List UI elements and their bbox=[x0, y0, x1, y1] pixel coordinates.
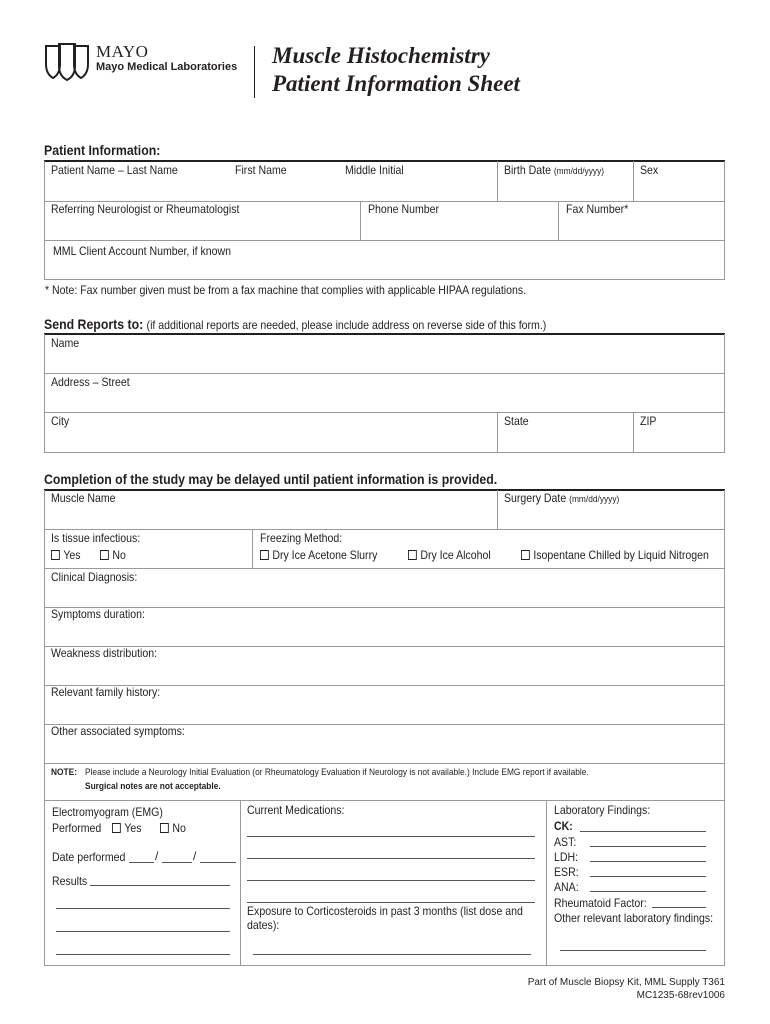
other-symptoms-field[interactable]: Other associated symptoms: bbox=[51, 724, 185, 738]
send-reports-heading: Send Reports to: (if additional reports are needed, please include address on reverse side of this form.) bbox=[44, 316, 547, 332]
patient-info-table bbox=[44, 161, 725, 280]
first-name-field[interactable]: First Name bbox=[235, 163, 287, 177]
referring-physician-field[interactable]: Referring Neurologist or Rheumatologist bbox=[51, 202, 240, 216]
muscle-name-field[interactable]: Muscle Name bbox=[51, 491, 116, 505]
study-heading: Completion of the study may be delayed until patient information is provided. bbox=[44, 471, 498, 487]
emg-results-label: Results bbox=[52, 874, 88, 888]
infectious-label: Is tissue infectious: bbox=[51, 531, 141, 545]
rheumatoid-factor-line[interactable] bbox=[652, 907, 706, 908]
ana-label: ANA: bbox=[554, 880, 579, 894]
esr-line[interactable] bbox=[590, 876, 706, 877]
phone-field[interactable]: Phone Number bbox=[368, 202, 440, 216]
medications-line-3[interactable] bbox=[247, 880, 535, 881]
medications-line-2[interactable] bbox=[247, 858, 535, 859]
report-city-field[interactable]: City bbox=[51, 414, 70, 428]
medications-line-1[interactable] bbox=[247, 836, 535, 837]
lab-findings-title: Laboratory Findings: bbox=[554, 803, 651, 817]
checkbox-icon bbox=[100, 550, 109, 560]
emg-results-line-2[interactable] bbox=[56, 908, 230, 909]
dry-ice-acetone-checkbox[interactable]: Dry Ice Acetone Slurry bbox=[260, 548, 393, 562]
corticosteroid-exposure-label: Exposure to Corticosteroids in past 3 months (list dose and dates): bbox=[247, 904, 523, 932]
send-reports-table bbox=[44, 334, 725, 453]
dry-ice-alcohol-checkbox[interactable]: Dry Ice Alcohol bbox=[408, 548, 502, 562]
ast-line[interactable] bbox=[590, 846, 706, 847]
checkbox-icon bbox=[408, 550, 417, 560]
note-text: Please include a Neurology Initial Evaluation (or Rheumatology Evaluation if Neurology is not available.) Include EMG report if available. bbox=[85, 767, 589, 778]
ldh-label: LDH: bbox=[554, 850, 579, 864]
emg-results-line-4[interactable] bbox=[56, 954, 230, 955]
rheumatoid-factor-label: Rheumatoid Factor: bbox=[554, 896, 647, 910]
header-divider bbox=[254, 46, 255, 98]
emg-title: Electromyogram (EMG) bbox=[52, 805, 163, 819]
note-bold-text: Surgical notes are not acceptable. bbox=[85, 781, 221, 792]
emg-results-line-3[interactable] bbox=[56, 931, 230, 932]
bottom-table bbox=[44, 800, 725, 966]
other-lab-findings-label: Other relevant laboratory findings: bbox=[554, 911, 714, 925]
medications-title: Current Medications: bbox=[247, 803, 345, 817]
checkbox-icon bbox=[51, 550, 60, 560]
note-label: NOTE: bbox=[51, 767, 78, 778]
emg-date-label: Date performed bbox=[52, 850, 126, 864]
birth-date-field[interactable]: Birth Date (mm/dd/yyyy) bbox=[504, 163, 605, 177]
emg-results-line-1[interactable] bbox=[90, 885, 230, 886]
clinical-diagnosis-field[interactable]: Clinical Diagnosis: bbox=[51, 570, 138, 584]
ast-label: AST: bbox=[554, 835, 577, 849]
isopentane-checkbox[interactable]: Isopentane Chilled by Liquid Nitrogen bbox=[521, 548, 734, 562]
emg-date-year-line[interactable] bbox=[200, 862, 236, 863]
mayo-shield-icon bbox=[44, 42, 90, 82]
ldh-line[interactable] bbox=[590, 861, 706, 862]
last-name-field[interactable]: Patient Name – Last Name bbox=[51, 163, 178, 177]
brand-name: MAYO bbox=[96, 42, 149, 61]
checkbox-icon bbox=[160, 823, 169, 833]
sex-field[interactable]: Sex bbox=[640, 163, 659, 177]
report-state-field[interactable]: State bbox=[504, 414, 529, 428]
infectious-no-checkbox[interactable]: No bbox=[100, 548, 129, 562]
emg-date-month-line[interactable] bbox=[129, 862, 154, 863]
footer-form-code: MC1235-68rev1006 bbox=[636, 990, 725, 1001]
patient-info-heading: Patient Information: bbox=[44, 142, 161, 158]
report-address-field[interactable]: Address – Street bbox=[51, 375, 130, 389]
family-history-field[interactable]: Relevant family history: bbox=[51, 685, 161, 699]
footer-supply-text: Part of Muscle Biopsy Kit, MML Supply T361 bbox=[527, 977, 725, 988]
lab-name: Mayo Medical Laboratories bbox=[96, 61, 238, 73]
medications-line-4[interactable] bbox=[247, 902, 535, 903]
ck-line[interactable] bbox=[580, 831, 706, 832]
emg-performed-label: Performed bbox=[52, 821, 102, 835]
fax-field[interactable]: Fax Number* bbox=[566, 202, 629, 216]
form-title-line2: Patient Information Sheet bbox=[272, 71, 520, 96]
infectious-yes-checkbox[interactable]: Yes bbox=[51, 548, 85, 562]
ck-label: CK: bbox=[554, 819, 573, 833]
esr-label: ESR: bbox=[554, 865, 579, 879]
symptoms-duration-field[interactable]: Symptoms duration: bbox=[51, 607, 145, 621]
checkbox-icon bbox=[260, 550, 269, 560]
emg-yes-checkbox[interactable]: Yes bbox=[112, 821, 146, 835]
corticosteroid-line[interactable] bbox=[253, 954, 531, 955]
emg-date-day-line[interactable] bbox=[162, 862, 192, 863]
ana-line[interactable] bbox=[590, 891, 706, 892]
checkbox-icon bbox=[521, 550, 530, 560]
mml-account-field[interactable]: MML Client Account Number, if known bbox=[53, 244, 232, 258]
surgery-date-field[interactable]: Surgery Date (mm/dd/yyyy) bbox=[504, 491, 620, 505]
fax-note: * Note: Fax number given must be from a fax machine that complies with applicable HIPAA regulations. bbox=[45, 283, 527, 297]
emg-no-checkbox[interactable]: No bbox=[160, 821, 189, 835]
checkbox-icon bbox=[112, 823, 121, 833]
middle-initial-field[interactable]: Middle Initial bbox=[345, 163, 404, 177]
weakness-distribution-field[interactable]: Weakness distribution: bbox=[51, 646, 158, 660]
other-lab-findings-line[interactable] bbox=[560, 950, 706, 951]
form-title-line1: Muscle Histochemistry bbox=[272, 43, 490, 68]
report-name-field[interactable]: Name bbox=[51, 336, 80, 350]
report-zip-field[interactable]: ZIP bbox=[640, 414, 657, 428]
mayo-logo bbox=[44, 42, 90, 82]
freezing-label: Freezing Method: bbox=[260, 531, 343, 545]
